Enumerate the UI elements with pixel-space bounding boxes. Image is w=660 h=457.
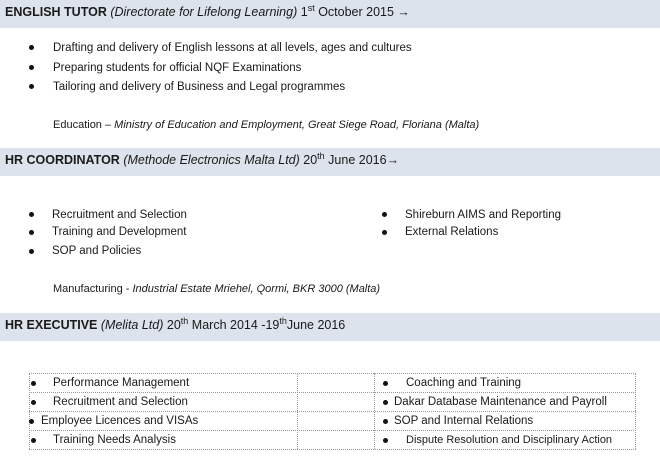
date-day: 1 [300,5,308,19]
bullet-icon [29,84,34,89]
bullet-icon [29,230,34,235]
table-rule [635,373,636,449]
table-rule [29,430,636,431]
bullet-icon [382,230,387,235]
section-header-hr-executive [0,313,660,341]
duty-item: SOP and Policies [52,245,142,257]
table-rule [29,373,636,374]
table-cell: Employee Licences and VISAs [41,415,199,427]
sector: Education – [53,119,112,131]
table-rule [29,411,636,412]
duty-item: Training and Development [52,226,187,238]
table-cell: Training Needs Analysis [53,434,176,446]
arrow-icon: → [397,5,410,19]
job-role: HR COORDINATOR [5,153,120,167]
table-cell: Dispute Resolution and Disciplinary Action [406,434,613,446]
date-suffix: th [317,151,325,161]
duty-item: Shireburn AIMS and Reporting [405,209,561,221]
job-role: HR EXECUTIVE [5,318,98,332]
table-rule [29,449,636,450]
duty-item: Tailoring and delivery of Business and Legal programmes [53,81,346,93]
bullet-icon [29,45,34,50]
section-header-english-tutor [0,0,660,28]
bullet-icon [382,212,387,217]
bullet-icon [383,419,388,424]
sector-location [53,282,380,296]
job-role: ENGLISH TUTOR [5,5,107,19]
employer: (Melita Ltd) [100,318,164,332]
date-day: 20 [303,153,318,167]
bullet-icon [29,65,34,70]
date-suffix: th [279,316,287,326]
bullet-icon [29,419,34,424]
date-mid: March 2014 -19 [191,318,280,332]
job-title-line [5,318,345,332]
date-suffix: st [307,3,315,13]
date-day: 20 [166,318,181,332]
bullet-icon [29,249,34,254]
table-rule [29,392,636,393]
bullet-icon [31,381,36,386]
duty-item: External Relations [405,226,499,238]
table-rule [29,373,30,449]
sector-location [53,118,479,132]
bullet-icon [31,438,36,443]
bullet-icon [29,212,34,217]
date-rest: June 2016 [328,153,387,167]
table-cell: Dakar Database Maintenance and Payroll [394,396,607,408]
duty-item: Recruitment and Selection [52,209,187,221]
bullet-icon [383,381,388,386]
job-title-line [5,5,410,19]
date-rest: October 2015 [318,5,394,19]
duty-item: Preparing students for official NQF Examinations [53,62,302,74]
arrow-icon: → [386,153,400,167]
job-title-line [5,153,399,167]
employer: (Directorate for Lifelong Learning) [110,5,298,19]
responsibilities-table [29,373,636,449]
date-rest: June 2016 [286,318,346,332]
date-suffix: th [180,316,189,326]
section-header-hr-coordinator [0,148,660,176]
bullet-icon [383,438,388,443]
location: Ministry of Education and Employment, Great Siege Road, Floriana (Malta) [114,119,480,131]
table-cell: Recruitment and Selection [53,396,188,408]
location: Industrial Estate Mriehel, Qormi, BKR 3000 (Malta) [132,283,381,295]
table-rule [297,373,298,449]
table-cell: Performance Management [53,377,190,389]
duty-item: Drafting and delivery of English lessons at all levels, ages and cultures [53,42,412,54]
bullet-icon [31,400,36,405]
bullet-icon [383,400,388,405]
table-cell: Coaching and Training [406,377,522,389]
table-cell: SOP and Internal Relations [394,415,534,427]
employer: (Methode Electronics Malta Ltd) [123,153,300,167]
sector: Manufacturing - [53,283,130,295]
table-rule [374,373,375,449]
